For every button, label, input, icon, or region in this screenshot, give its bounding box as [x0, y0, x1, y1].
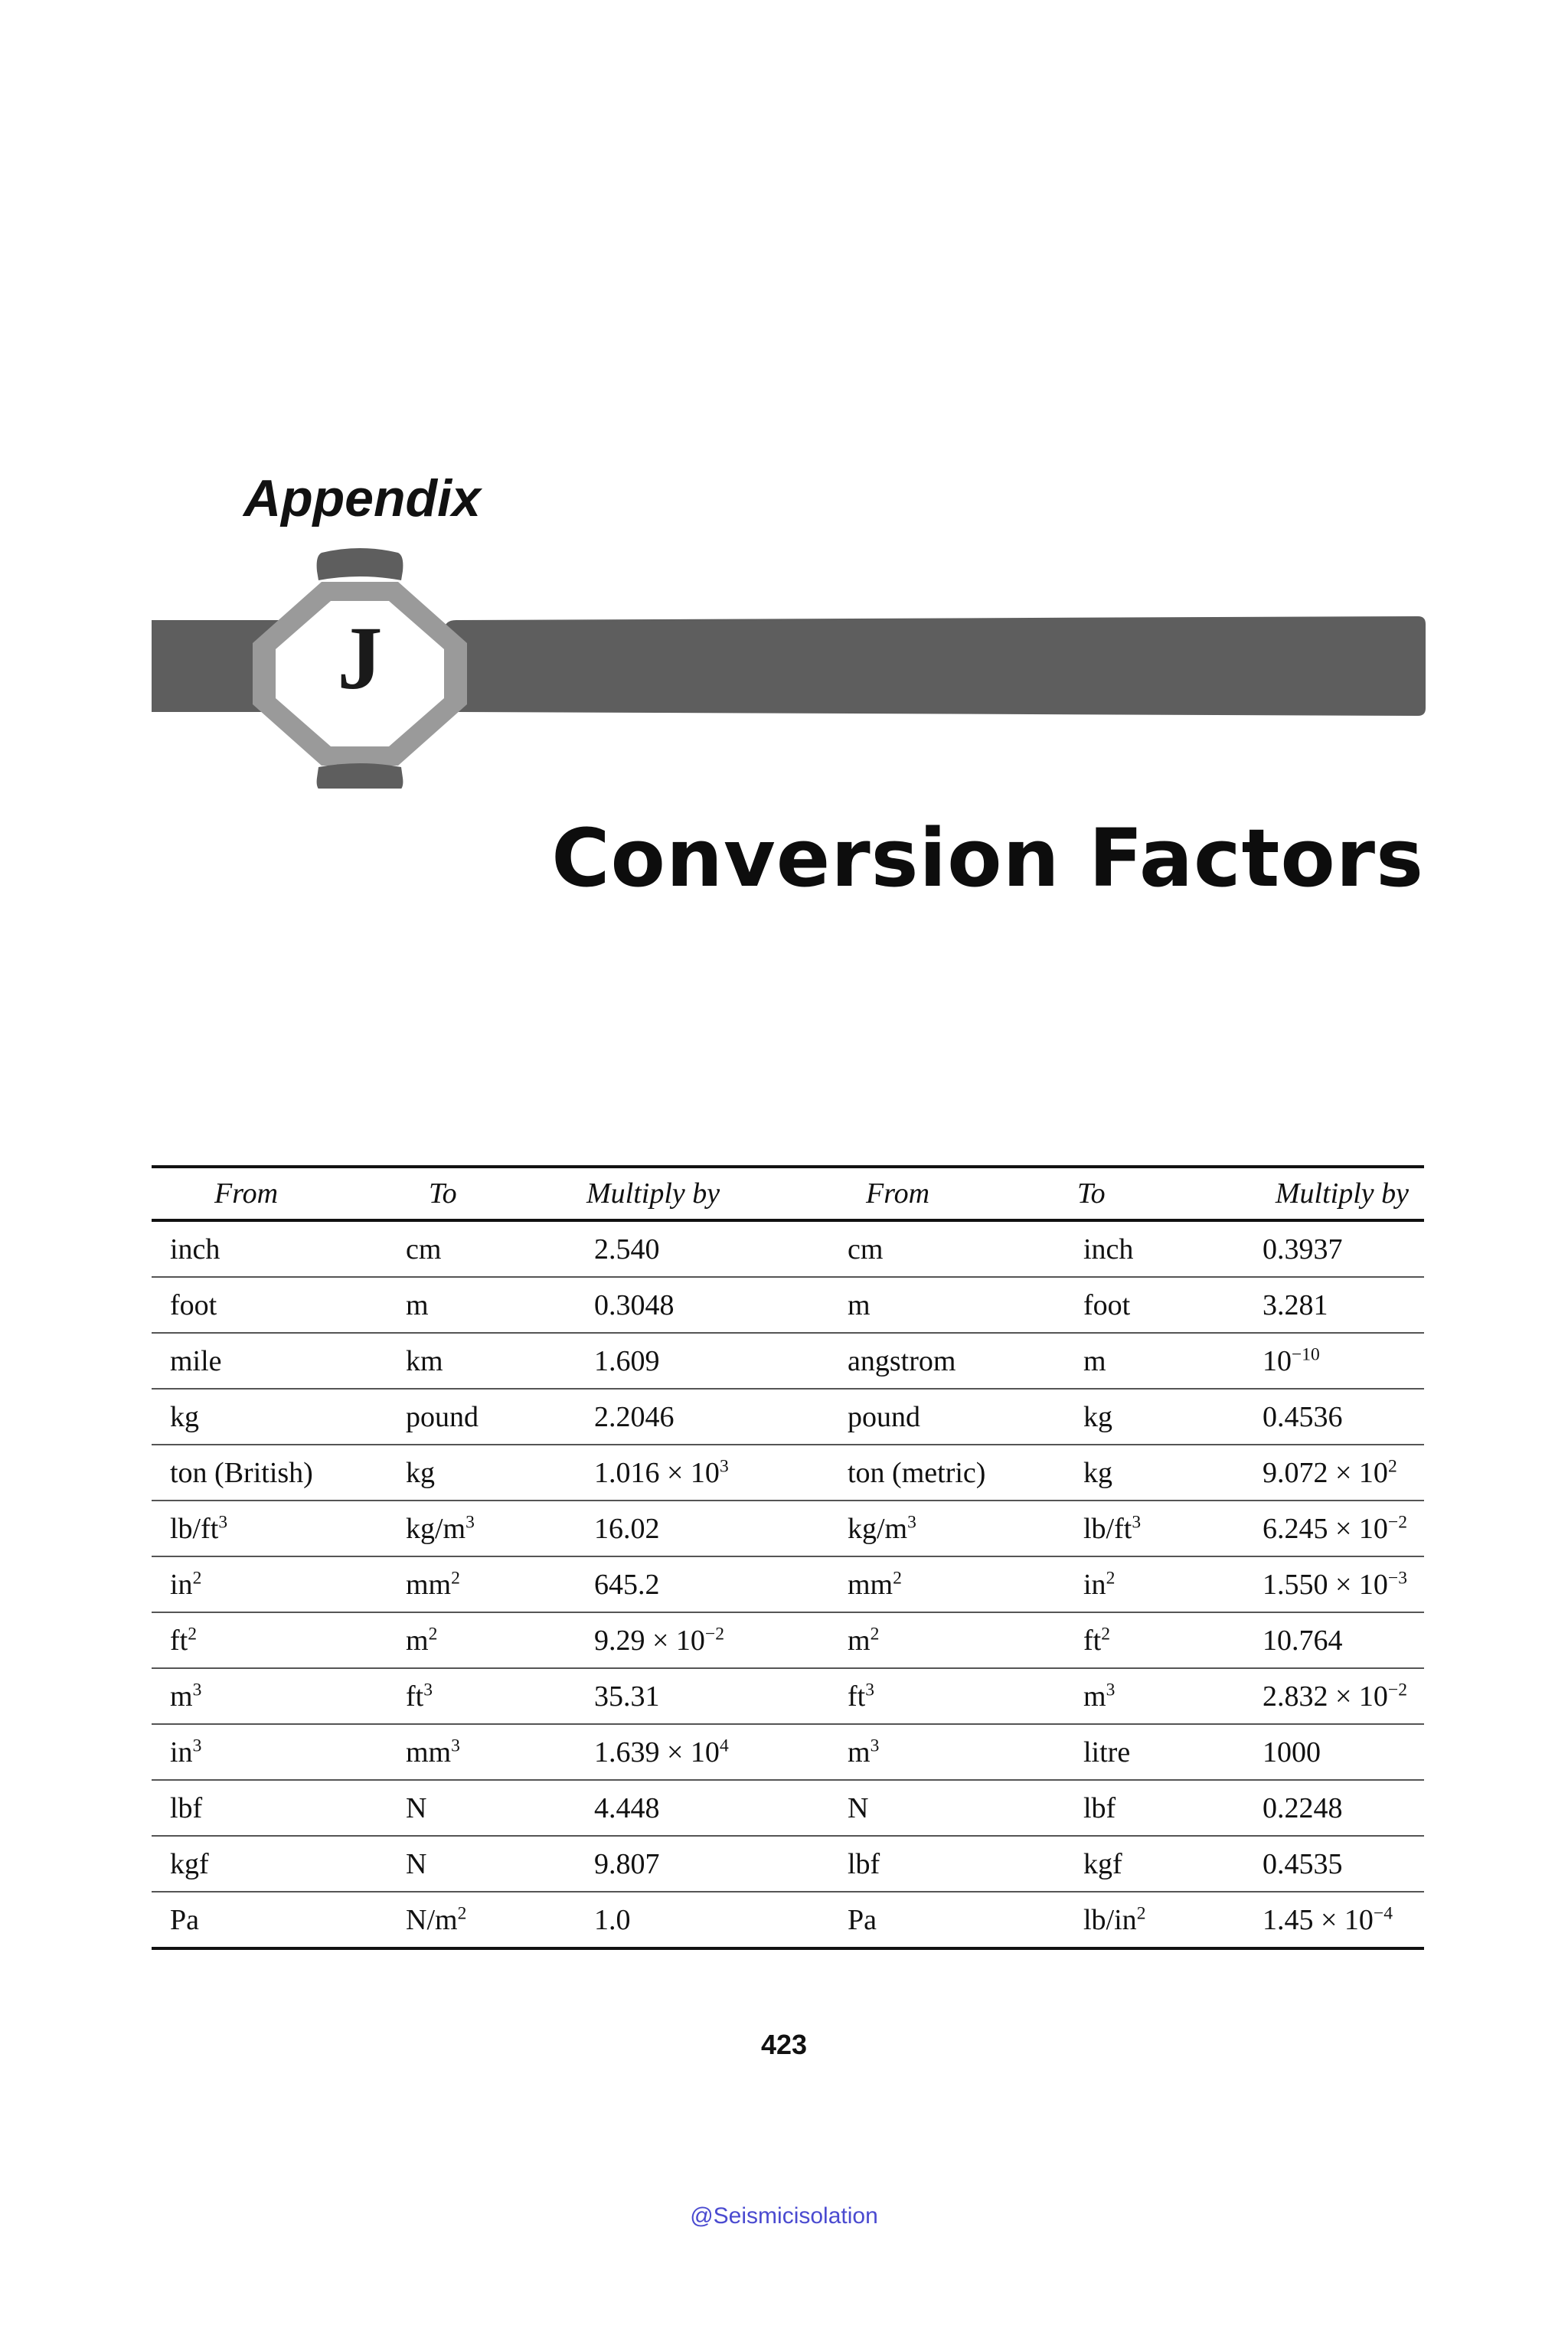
- table-cell: kg: [1065, 1389, 1244, 1445]
- table-cell: 35.31: [576, 1668, 829, 1724]
- table-cell: 645.2: [576, 1556, 829, 1612]
- table-cell: pound: [829, 1389, 1065, 1445]
- table-row: [152, 1445, 1424, 1501]
- table-cell: kg: [152, 1389, 387, 1445]
- table-cell: lbf: [1065, 1780, 1244, 1836]
- table-cell: $in^2$: [1065, 1556, 1244, 1612]
- table-cell: cm: [387, 1220, 576, 1277]
- table-cell: m: [829, 1277, 1065, 1333]
- table-cell: $lb/ft^3$: [1065, 1501, 1244, 1556]
- table-cell: $ft^2$: [152, 1612, 387, 1668]
- table-cell: $2.832 \times 10^{-2}$: [1244, 1668, 1424, 1724]
- table-cell: $m^2$: [829, 1612, 1065, 1668]
- table-cell: ton (metric): [829, 1445, 1065, 1501]
- table-row: [152, 1724, 1424, 1780]
- table-row: [152, 1220, 1424, 1277]
- table-cell: inch: [152, 1220, 387, 1277]
- banner-right-bar: [444, 616, 1426, 716]
- table-cell: $9.072 \times 10^2$: [1244, 1445, 1424, 1501]
- header-multiply-by: Multiply by: [576, 1167, 829, 1220]
- table-cell: $1.550 \times 10^{-3}$: [1244, 1556, 1424, 1612]
- table-cell: $1.016 \times 10^3$: [576, 1445, 829, 1501]
- table-cell: $lb/in^2$: [1065, 1892, 1244, 1948]
- table-body: [152, 1220, 1424, 1948]
- table-cell: $mm^3$: [387, 1724, 576, 1780]
- table-cell: kgf: [1065, 1836, 1244, 1892]
- table-cell: $1.639 \times 10^4$: [576, 1724, 829, 1780]
- table-cell: 0.3937: [1244, 1220, 1424, 1277]
- table-cell: inch: [1065, 1220, 1244, 1277]
- table-row: [152, 1892, 1424, 1948]
- table-cell: kg: [1065, 1445, 1244, 1501]
- table-cell: $9.29 \times 10^{-2}$: [576, 1612, 829, 1668]
- table-cell: N: [387, 1836, 576, 1892]
- table-cell: m: [387, 1277, 576, 1333]
- table-cell: $N/m^2$: [387, 1892, 576, 1948]
- table-cell: $in^2$: [152, 1556, 387, 1612]
- table-cell: N: [829, 1780, 1065, 1836]
- table-row: [152, 1501, 1424, 1556]
- table-cell: $kg/m^3$: [387, 1501, 576, 1556]
- table-cell: 0.2248: [1244, 1780, 1424, 1836]
- header-from-2: From: [829, 1167, 1065, 1220]
- conversion-table: [152, 1165, 1424, 1950]
- chapter-letter: J: [337, 608, 383, 708]
- table-cell: $m^3$: [829, 1724, 1065, 1780]
- table-cell: 4.448: [576, 1780, 829, 1836]
- chapter-title: Conversion Factors: [551, 812, 1424, 905]
- table-cell: $m^3$: [1065, 1668, 1244, 1724]
- table-cell: 0.3048: [576, 1277, 829, 1333]
- table-row: [152, 1780, 1424, 1836]
- table-cell: $ft^3$: [829, 1668, 1065, 1724]
- table-row: [152, 1612, 1424, 1668]
- table-cell: kg: [387, 1445, 576, 1501]
- table-cell: $m^3$: [152, 1668, 387, 1724]
- table-cell: 2.540: [576, 1220, 829, 1277]
- table-cell: foot: [1065, 1277, 1244, 1333]
- table-cell: lbf: [152, 1780, 387, 1836]
- table-cell: $ft^3$: [387, 1668, 576, 1724]
- table-cell: N: [387, 1780, 576, 1836]
- header-to-2: To: [1065, 1167, 1244, 1220]
- table-cell: 10.764: [1244, 1612, 1424, 1668]
- header-to: To: [387, 1167, 576, 1220]
- table-cell: 1.609: [576, 1333, 829, 1389]
- badge-top-cap: [317, 548, 403, 580]
- table-cell: 1.0: [576, 1892, 829, 1948]
- table-cell: $mm^2$: [387, 1556, 576, 1612]
- table-cell: pound: [387, 1389, 576, 1445]
- table-cell: 0.4536: [1244, 1389, 1424, 1445]
- table-cell: ton (British): [152, 1445, 387, 1501]
- table-header-row: [152, 1167, 1424, 1220]
- table-cell: km: [387, 1333, 576, 1389]
- table-cell: $1.45 \times 10^{-4}$: [1244, 1892, 1424, 1948]
- page-number: 423: [760, 2029, 808, 2060]
- table-cell: 1000: [1244, 1724, 1424, 1780]
- appendix-banner: [0, 536, 1568, 789]
- table-cell: 0.4535: [1244, 1836, 1424, 1892]
- table-cell: $6.245 \times 10^{-2}$: [1244, 1501, 1424, 1556]
- table-cell: 16.02: [576, 1501, 829, 1556]
- table-cell: lbf: [829, 1836, 1065, 1892]
- table-row: [152, 1556, 1424, 1612]
- table-cell: $kg/m^3$: [829, 1501, 1065, 1556]
- table-cell: $in^3$: [152, 1724, 387, 1780]
- table-cell: mile: [152, 1333, 387, 1389]
- table-cell: Pa: [829, 1892, 1065, 1948]
- table-cell: litre: [1065, 1724, 1244, 1780]
- table-row: [152, 1836, 1424, 1892]
- table-cell: $ft^2$: [1065, 1612, 1244, 1668]
- table-row: [152, 1333, 1424, 1389]
- header-from: From: [152, 1167, 387, 1220]
- table-cell: Pa: [152, 1892, 387, 1948]
- table-cell: m: [1065, 1333, 1244, 1389]
- table-cell: 2.2046: [576, 1389, 829, 1445]
- table-cell: $lb/ft^3$: [152, 1501, 387, 1556]
- appendix-label: Appendix: [243, 469, 481, 527]
- table-cell: 3.281: [1244, 1277, 1424, 1333]
- table-cell: $mm^2$: [829, 1556, 1065, 1612]
- table-cell: 9.807: [576, 1836, 829, 1892]
- table-cell: foot: [152, 1277, 387, 1333]
- table-row: [152, 1277, 1424, 1333]
- header-multiply-by-2: Multiply by: [1244, 1167, 1424, 1220]
- watermark: @Seismicisolation: [690, 2203, 878, 2229]
- table-row: [152, 1668, 1424, 1724]
- table-cell: kgf: [152, 1836, 387, 1892]
- table-cell: $10^{-10}$: [1244, 1333, 1424, 1389]
- table-cell: $m^2$: [387, 1612, 576, 1668]
- badge-bottom-cap: [317, 763, 403, 789]
- table-row: [152, 1389, 1424, 1445]
- table-cell: angstrom: [829, 1333, 1065, 1389]
- table-cell: cm: [829, 1220, 1065, 1277]
